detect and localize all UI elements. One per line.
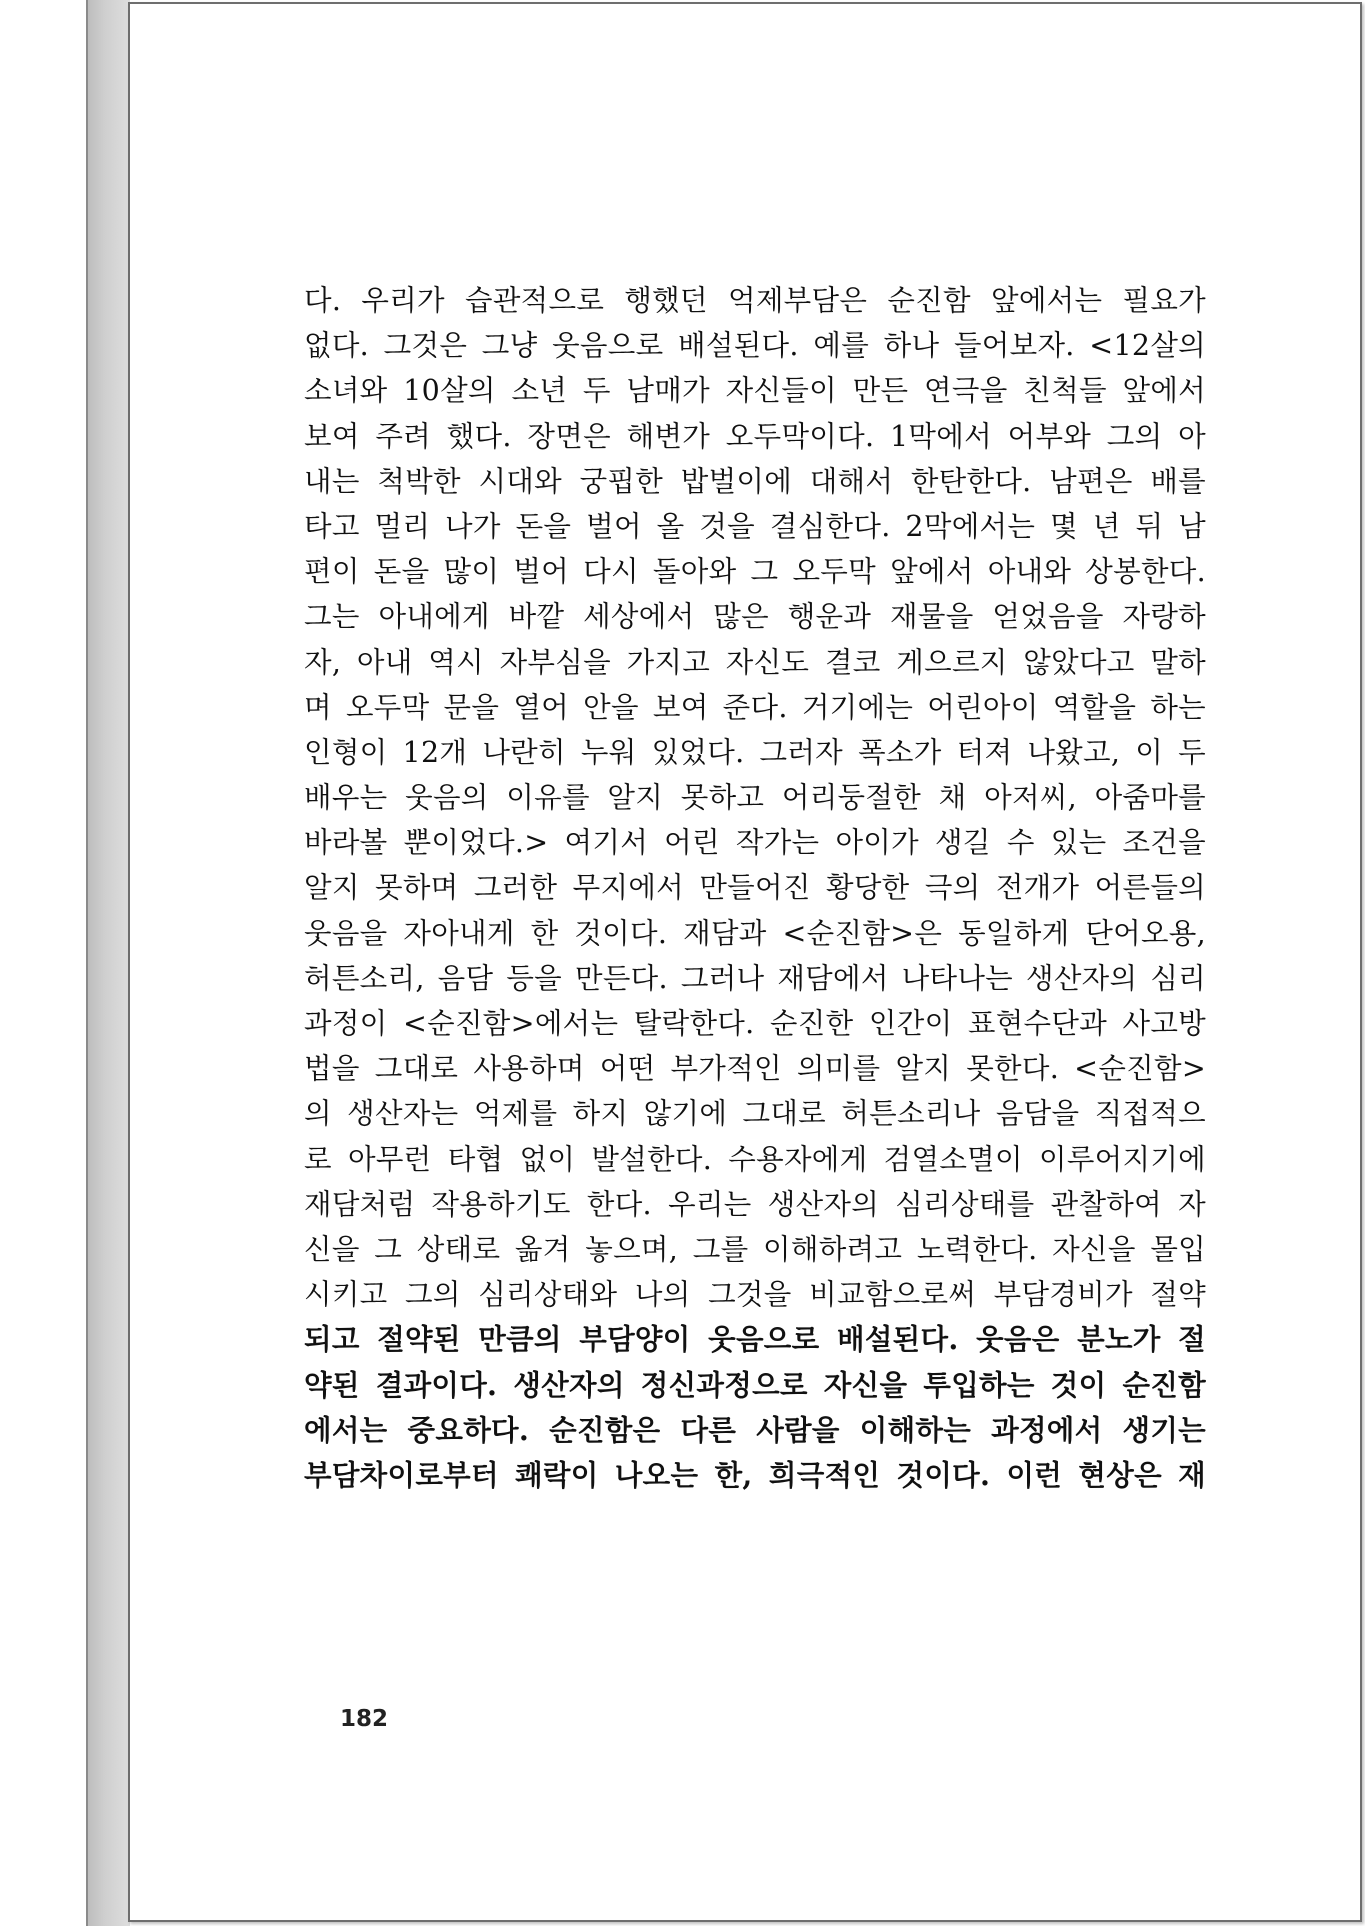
text-line: 바라볼 뿐이었다.> 여기서 어린 작가는 아이가 생길 수 있는 조건을 xyxy=(304,826,1206,860)
text-line: 의 생산자는 억제를 하지 않기에 그대로 허튼소리나 음담을 직접적으 xyxy=(304,1097,1206,1131)
text-line: 그는 아내에게 바깥 세상에서 많은 행운과 재물을 얻었음을 자랑하 xyxy=(304,600,1206,634)
text-line: 되고 절약된 만큼의 부담양이 웃음으로 배설된다. 웃음은 분노가 절 xyxy=(304,1322,1206,1357)
text-line: 다. 우리가 습관적으로 행했던 억제부담은 순진함 앞에서는 필요가 xyxy=(304,284,1206,317)
text-line: 알지 못하며 그러한 무지에서 만들어진 황당한 극의 전개가 어른들의 xyxy=(304,871,1206,905)
text-line: 에서는 중요하다. 순진함은 다른 사람을 이해하는 과정에서 생기는 xyxy=(304,1412,1206,1447)
text-line: 보여 주려 했다. 장면은 해변가 오두막이다. 1막에서 어부와 그의 아 xyxy=(304,419,1206,453)
text-line: 법을 그대로 사용하며 어떤 부가적인 의미를 알지 못한다. <순진함> xyxy=(304,1052,1206,1086)
text-line: 없다. 그것은 그냥 웃음으로 배설된다. 예를 하나 들어보자. <12살의 xyxy=(304,329,1206,363)
text-line: 편이 돈을 많이 벌어 다시 돌아와 그 오두막 앞에서 아내와 상봉한다. xyxy=(304,555,1206,589)
text-line: 인형이 12개 나란히 누워 있었다. 그러자 폭소가 터져 나왔고, 이 두 xyxy=(304,735,1206,769)
text-line: 재담처럼 작용하기도 한다. 우리는 생산자의 심리상태를 관찰하여 자 xyxy=(304,1187,1206,1221)
page-number: 182 xyxy=(340,1706,389,1732)
text-line: 시키고 그의 심리상태와 나의 그것을 비교함으로써 부담경비가 절약 xyxy=(304,1278,1206,1312)
text-line: 내는 척박한 시대와 궁핍한 밥벌이에 대해서 한탄한다. 남편은 배를 xyxy=(304,464,1206,498)
text-line: 배우는 웃음의 이유를 알지 못하고 어리둥절한 채 아저씨, 아줌마를 xyxy=(304,781,1206,815)
text-line: 신을 그 상태로 옮겨 놓으며, 그를 이해하려고 노력한다. 자신을 몰입 xyxy=(304,1232,1206,1266)
book-spine xyxy=(86,0,130,1926)
text-line: 자, 아내 역시 자부심을 가지고 자신도 결코 게으르지 않았다고 말하 xyxy=(304,645,1206,679)
body-text xyxy=(304,278,1206,1498)
text-line: 약된 결과이다. 생산자의 정신과정으로 자신을 투입하는 것이 순진함 xyxy=(304,1367,1206,1402)
text-line: 며 오두막 문을 열어 안을 보여 준다. 거기에는 어린아이 역할을 하는 xyxy=(304,690,1206,724)
text-line: 로 아무런 타협 없이 발설한다. 수용자에게 검열소멸이 이루어지기에 xyxy=(304,1142,1206,1176)
text-line: 허튼소리, 음담 등을 만든다. 그러나 재담에서 나타나는 생산자의 심리 xyxy=(304,961,1206,995)
text-line: 웃음을 자아내게 한 것이다. 재담과 <순진함>은 동일하게 단어오용, xyxy=(304,916,1206,950)
text-line: 부담차이로부터 쾌락이 나오는 한, 희극적인 것이다. 이런 현상은 재 xyxy=(304,1457,1206,1492)
text-line: 소녀와 10살의 소년 두 남매가 자신들이 만든 연극을 친척들 앞에서 xyxy=(304,374,1206,408)
text-line: 과정이 <순진함>에서는 탈락한다. 순진한 인간이 표현수단과 사고방 xyxy=(304,1007,1206,1040)
text-line: 타고 멀리 나가 돈을 벌어 올 것을 결심한다. 2막에서는 몇 년 뒤 남 xyxy=(304,509,1206,543)
